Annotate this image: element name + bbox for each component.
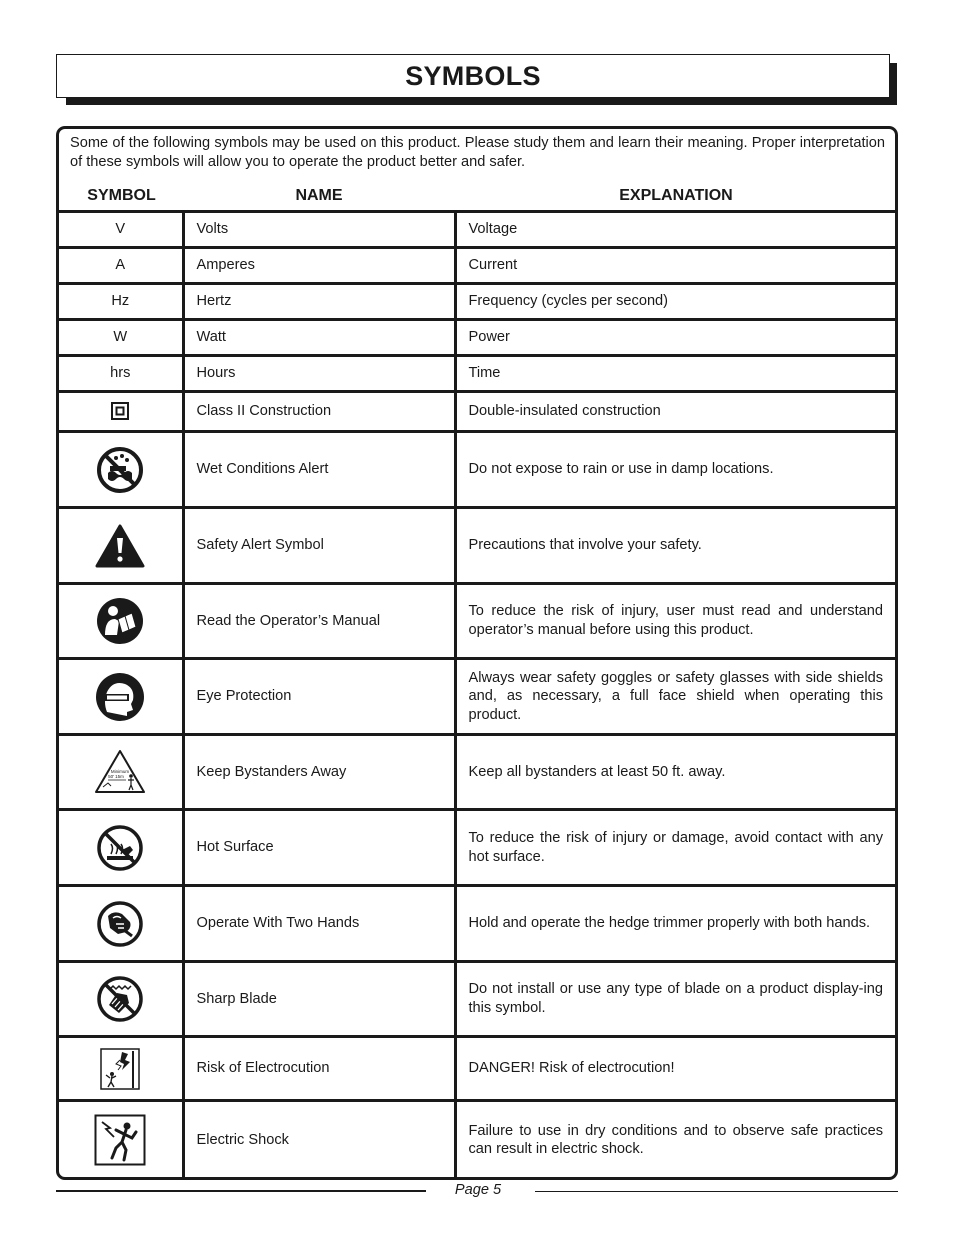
table-row [59,212,895,248]
symbol-cell: V [59,212,183,248]
table-row [59,1037,895,1101]
keep-bystanders-away-icon [94,749,146,795]
table-row [59,508,895,584]
symbol-cell [59,584,183,659]
symbol-cell [59,810,183,886]
symbol-cell: A [59,248,183,284]
symbol-cell [59,1037,183,1101]
symbol-cell [59,432,183,508]
bystanders-distance-text: 50' 15m [108,774,125,779]
symbol-cell: hrs [59,356,183,392]
table-row [59,810,895,886]
name-cell: Amperes [183,248,455,284]
name-cell: Hot Surface [183,810,455,886]
explanation-cell: Do not expose to rain or use in damp locations. [455,432,895,508]
symbol-cell [59,735,183,810]
name-cell: Risk of Electrocution [183,1037,455,1101]
header-explanation: EXPLANATION [619,187,733,204]
eye-protection-icon [95,672,145,722]
header-symbol: SYMBOL [87,187,156,204]
header-name: NAME [295,187,343,204]
explanation-cell: Hold and operate the hedge trimmer properly with both hands. [455,886,895,962]
explanation-cell: To reduce the risk of injury, user must read and understand operator’s manual before using this product. [455,584,895,659]
name-cell: Wet Conditions Alert [183,432,455,508]
table-row [59,432,895,508]
name-cell: Sharp Blade [183,962,455,1037]
table-row [59,886,895,962]
symbol-cell [59,886,183,962]
explanation-cell: Voltage [455,212,895,248]
symbol-cell [59,508,183,584]
intro-paragraph: Some of the following symbols may be used on this product. Please study them and learn their meaning. Proper interpretation of these symbols will allow you to operate the product better and safer. [70,135,885,170]
name-cell: Watt [183,320,455,356]
name-cell: Keep Bystanders Away [183,735,455,810]
wet-conditions-icon [96,446,144,494]
explanation-cell: DANGER! Risk of electrocution! [455,1037,895,1101]
sharp-blade-icon [96,975,144,1023]
name-cell: Electric Shock [183,1101,455,1179]
electrocution-icon [100,1048,140,1090]
table-row [59,962,895,1037]
table-row [59,248,895,284]
explanation-cell: Power [455,320,895,356]
electric-shock-icon [94,1114,146,1166]
explanation-cell: To reduce the risk of injury or damage, avoid contact with any hot surface. [455,810,895,886]
explanation-cell: Double-insulated construction [455,392,895,432]
symbols-table [59,210,895,1179]
title-banner [56,54,890,98]
symbols-panel [56,126,898,1180]
symbol-cell [59,962,183,1037]
name-cell: Operate With Two Hands [183,886,455,962]
symbol-cell [59,659,183,735]
name-cell: Hours [183,356,455,392]
explanation-cell: Always wear safety goggles or safety glasses with side shields and, as necessary, a full face shield when operating this product. [455,659,895,735]
symbol-cell [59,392,183,432]
name-cell: Read the Operator’s Manual [183,584,455,659]
page-number: Page 5 [454,1182,502,1198]
name-cell: Volts [183,212,455,248]
table-row [59,284,895,320]
safety-alert-icon [95,523,145,569]
name-cell: Safety Alert Symbol [183,508,455,584]
bystanders-min-text: Minimum [111,769,130,774]
class-ii-icon [111,402,129,420]
name-cell: Hertz [183,284,455,320]
footer-rule-right [535,1191,898,1192]
table-row [59,659,895,735]
table-row [59,392,895,432]
explanation-cell: Precautions that involve your safety. [455,508,895,584]
footer-rule-left [56,1190,426,1192]
table-row [59,584,895,659]
explanation-cell: Keep all bystanders at least 50 ft. away. [455,735,895,810]
table-row [59,356,895,392]
explanation-cell: Failure to use in dry conditions and to observe safe practices can result in electric shock. [455,1101,895,1179]
read-manual-icon [96,597,144,645]
explanation-cell: Do not install or use any type of blade on a product display-ing this symbol. [455,962,895,1037]
hot-surface-icon [96,824,144,872]
two-hands-icon [96,900,144,948]
table-row [59,1101,895,1179]
name-cell: Eye Protection [183,659,455,735]
table-row [59,735,895,810]
explanation-cell: Time [455,356,895,392]
page-title: SYMBOLS [405,60,541,91]
symbol-cell: W [59,320,183,356]
symbol-cell: Hz [59,284,183,320]
explanation-cell: Current [455,248,895,284]
explanation-cell: Frequency (cycles per second) [455,284,895,320]
symbol-cell [59,1101,183,1179]
table-row [59,320,895,356]
name-cell: Class II Construction [183,392,455,432]
